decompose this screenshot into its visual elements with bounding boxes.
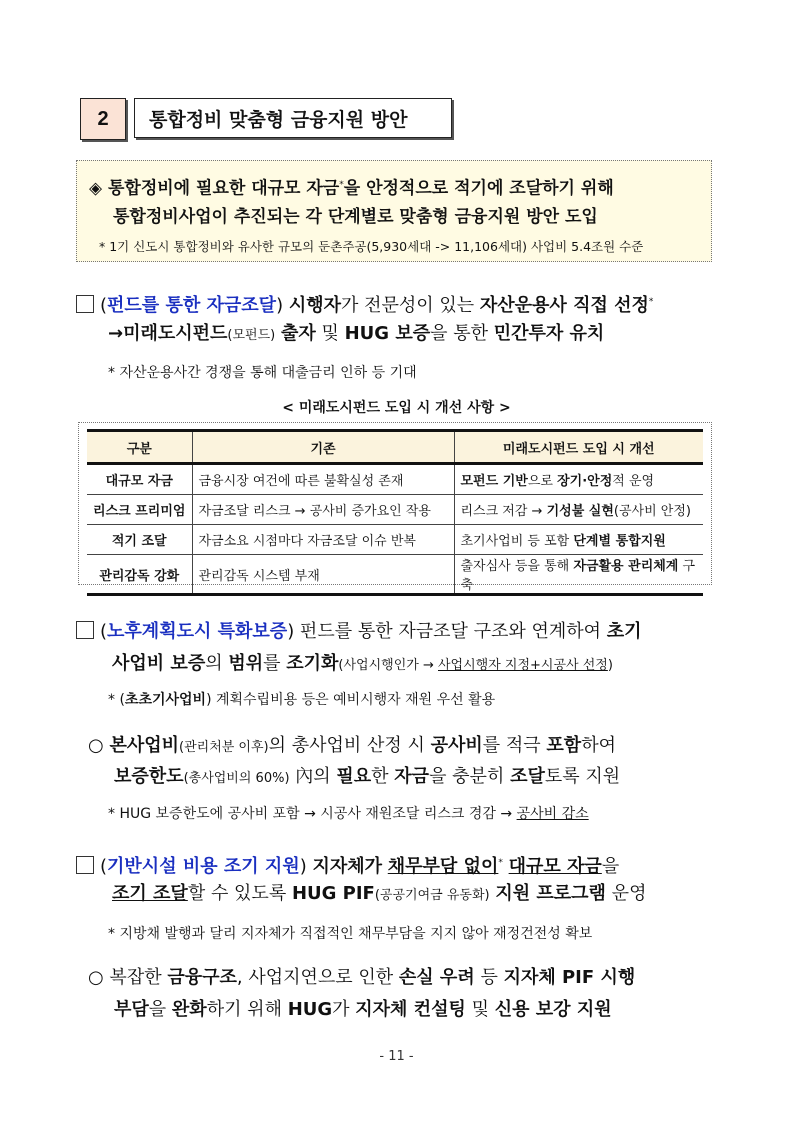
row-category: 관리감독 강화 <box>87 555 192 595</box>
section1-line <box>76 290 653 318</box>
text-segment: (관리처분 이후) <box>179 740 269 755</box>
text-segment: 한 <box>371 766 395 787</box>
checkbox-bullet-icon <box>76 621 94 639</box>
checkbox-bullet-icon <box>76 295 94 313</box>
text-segment: 손실 우려 <box>398 967 475 988</box>
table-header: 기존 <box>192 431 454 464</box>
table-row <box>87 464 703 495</box>
text-segment: 초기사업비 등 포함 <box>460 534 574 549</box>
text-segment: 필요 <box>336 766 372 787</box>
row-before: 자금소요 시점마다 자금조달 이슈 반복 <box>192 525 454 555</box>
text-segment: ) <box>276 295 289 316</box>
text-segment: 금융구조 <box>167 967 237 988</box>
section-number-badge: 2 <box>80 98 126 140</box>
text-segment: 할 수 있도록 <box>187 883 292 904</box>
text-segment: ) 펀드를 통한 자금조달 구조와 연계하여 <box>287 621 607 642</box>
text-segment: (사업시행인가 → <box>338 658 438 673</box>
text-segment: HUG 보증 <box>344 323 431 344</box>
text-segment: 內의 <box>289 766 337 787</box>
section1-text <box>100 295 653 316</box>
text-segment: 의 총사업비 산정 시 <box>268 735 431 756</box>
text-segment: ) <box>299 856 313 877</box>
text-segment: 신용 보강 지원 <box>494 999 612 1020</box>
text-segment: 민간투자 유치 <box>493 323 605 344</box>
text-segment: (모펀드) <box>227 328 276 343</box>
text-segment: 지자체 PIF 시행 <box>503 967 636 988</box>
text-segment: (공공기여금 유동화) <box>374 888 490 903</box>
table-row <box>87 555 703 595</box>
text-segment: 범위 <box>228 653 264 674</box>
text-segment: (공사비 안정) <box>613 504 691 519</box>
text-segment: 부담 <box>114 999 149 1020</box>
footnote-marker: * <box>498 858 503 868</box>
text-segment: HUG <box>287 999 333 1020</box>
text-segment: ( <box>100 295 108 316</box>
page-number: - 11 - <box>379 1049 414 1064</box>
section2-bullet <box>114 765 620 791</box>
text-segment: 를 <box>263 653 287 674</box>
text-segment: 자산운용사 직접 선정 <box>479 295 649 316</box>
section-title: 통합정비 맞춤형 금융지원 방안 <box>134 98 452 138</box>
text-segment: ◈ 통합정비에 필요한 대규모 자금 <box>89 178 340 199</box>
row-category: 대규모 자금 <box>87 464 192 495</box>
table-header: 구분 <box>87 431 192 464</box>
text-segment: 노후계획도시 특화보증 <box>107 621 288 642</box>
text-segment: 공사비 <box>430 735 483 756</box>
text-segment: 펀드를 통한 자금조달 <box>107 295 277 316</box>
section3-bullet <box>114 998 612 1022</box>
text-segment: 통합정비사업이 추진되는 각 단계별로 맞춤형 금융지원 방안 도입 <box>113 207 598 227</box>
text-segment: 구축 <box>460 559 696 593</box>
section3-note <box>108 922 592 946</box>
section2-bullet <box>88 734 616 760</box>
table-row <box>87 525 703 555</box>
text-segment: 조달 <box>510 766 545 787</box>
row-before: 관리감독 시스템 부재 <box>192 555 454 595</box>
text-segment: * 지방채 발행과 달리 지자체가 직접적인 채무부담을 지지 않아 재정건전성 확보 <box>108 926 593 942</box>
text-segment: 자금활용 관리체계 <box>573 559 679 574</box>
text-segment: 을 <box>148 999 172 1020</box>
text-segment: 시행자 <box>288 295 341 316</box>
text-segment: 하기 위해 <box>206 999 288 1020</box>
text-segment: 포함 <box>546 735 582 756</box>
text-segment: 의 <box>205 653 229 674</box>
table-header: 미래도시펀드 도입 시 개선 <box>454 431 703 464</box>
section1-note <box>108 361 417 385</box>
text-segment: 지원 프로그램 <box>495 883 606 904</box>
text-segment: * 자산운용사간 경쟁을 통해 대출금리 인하 등 기대 <box>108 365 417 381</box>
text-segment: 기반시설 비용 조기 지원 <box>107 856 300 877</box>
text-segment: 채무부담 없이 <box>387 856 499 877</box>
comparison-table-box <box>78 422 712 593</box>
text-segment: (총사업비의 60%) <box>183 771 290 786</box>
text-segment: 대규모 자금 <box>508 856 602 877</box>
text-segment: 를 적극 <box>482 735 547 756</box>
text-segment: 조기화 <box>286 653 339 674</box>
text-segment: , 사업지연으로 인한 <box>236 967 399 988</box>
text-segment: 초기 <box>606 621 642 642</box>
text-segment: ○ 복잡한 <box>88 967 168 988</box>
row-category: 적기 조달 <box>87 525 192 555</box>
text-segment: 단계별 통합지원 <box>573 534 666 549</box>
row-after <box>454 495 703 525</box>
text-segment: →미래도시펀드 <box>108 323 228 344</box>
section3-line <box>112 882 646 908</box>
summary-box <box>76 160 712 262</box>
table-caption: < 미래도시펀드 도입 시 개선 사항 > <box>282 400 511 416</box>
text-segment: 출자 <box>280 323 316 344</box>
text-segment: HUG PIF <box>291 883 375 904</box>
text-segment: 보증한도 <box>114 766 184 787</box>
text-segment: 완화 <box>171 999 207 1020</box>
text-segment: 장기·안정 <box>557 474 613 489</box>
row-after <box>454 525 703 555</box>
section1-line <box>108 322 604 348</box>
summary-line <box>89 173 614 201</box>
text-segment: 모펀드 기반 <box>460 474 528 489</box>
text-segment: ( <box>100 856 108 877</box>
section2-line <box>112 652 613 678</box>
row-category: 리스크 프리미엄 <box>87 495 192 525</box>
text-segment: 을 통한 <box>430 323 494 344</box>
text-segment: 리스크 저감 → <box>460 504 547 519</box>
text-segment: ( <box>100 621 108 642</box>
comparison-table <box>87 429 703 596</box>
text-segment: 및 <box>315 323 345 344</box>
text-segment: 및 <box>465 999 495 1020</box>
text-segment: * 1기 신도시 통합정비와 유사한 규모의 둔촌주공(5,930세대 -> 11,106세대) 사업비 5.4조원 수준 <box>99 239 644 254</box>
text-segment: 출자심사 등을 통해 <box>460 559 574 574</box>
summary-footnote <box>99 235 643 259</box>
text-segment: ) 계획수립비용 등은 예비시행자 재원 우선 활용 <box>206 692 496 708</box>
text-segment: 을 <box>601 856 620 877</box>
text-segment: 을 안정적으로 적기에 조달하기 위해 <box>343 178 614 199</box>
text-segment: 본사업비 <box>109 735 179 756</box>
section2-line <box>76 620 642 644</box>
section2-text <box>100 621 642 642</box>
footnote-marker: * <box>648 297 654 307</box>
text-segment: 사업비 보증 <box>112 653 206 674</box>
text-segment: 공사비 감소 <box>516 806 589 822</box>
text-segment: 조기 조달 <box>112 883 188 904</box>
text-segment: ○ <box>88 735 110 756</box>
footnote-marker: * <box>339 180 344 190</box>
section2-note <box>108 802 589 826</box>
text-segment: 초초기사업비 <box>124 692 207 708</box>
text-segment: 운영 <box>605 883 647 904</box>
text-segment: * HUG 보증한도에 공사비 포함 → 시공사 재원조달 리스크 경감 → <box>108 806 517 822</box>
table-row <box>87 495 703 525</box>
text-segment: 사업시행자 지정+시공사 선정 <box>438 658 608 673</box>
text-segment: ) <box>607 658 613 673</box>
row-before: 자금조달 리스크 → 공사비 증가요인 작용 <box>192 495 454 525</box>
section3-text <box>100 856 619 877</box>
text-segment: 하여 <box>581 735 616 756</box>
text-segment: 적 운영 <box>612 474 655 489</box>
text-segment: 토록 지원 <box>544 766 621 787</box>
text-segment: 가 전문성이 있는 <box>340 295 480 316</box>
row-before: 금융시장 여건에 따른 불확실성 존재 <box>192 464 454 495</box>
text-segment: 지자체 컨설팅 <box>355 999 466 1020</box>
text-segment: 등 <box>474 967 504 988</box>
row-after <box>454 464 703 495</box>
text-segment: 가 <box>332 999 356 1020</box>
section3-bullet <box>88 966 635 990</box>
text-segment: 으로 <box>527 474 558 489</box>
text-segment: * ( <box>108 692 125 708</box>
text-segment: 을 충분히 <box>429 766 511 787</box>
text-segment: 지자체가 <box>312 856 383 877</box>
section2-note <box>108 688 495 712</box>
checkbox-bullet-icon <box>76 856 94 874</box>
row-after <box>454 555 703 595</box>
section3-line <box>76 851 619 879</box>
summary-line <box>113 205 598 229</box>
text-segment: 기성불 실현 <box>546 504 614 519</box>
text-segment: 자금 <box>394 766 430 787</box>
